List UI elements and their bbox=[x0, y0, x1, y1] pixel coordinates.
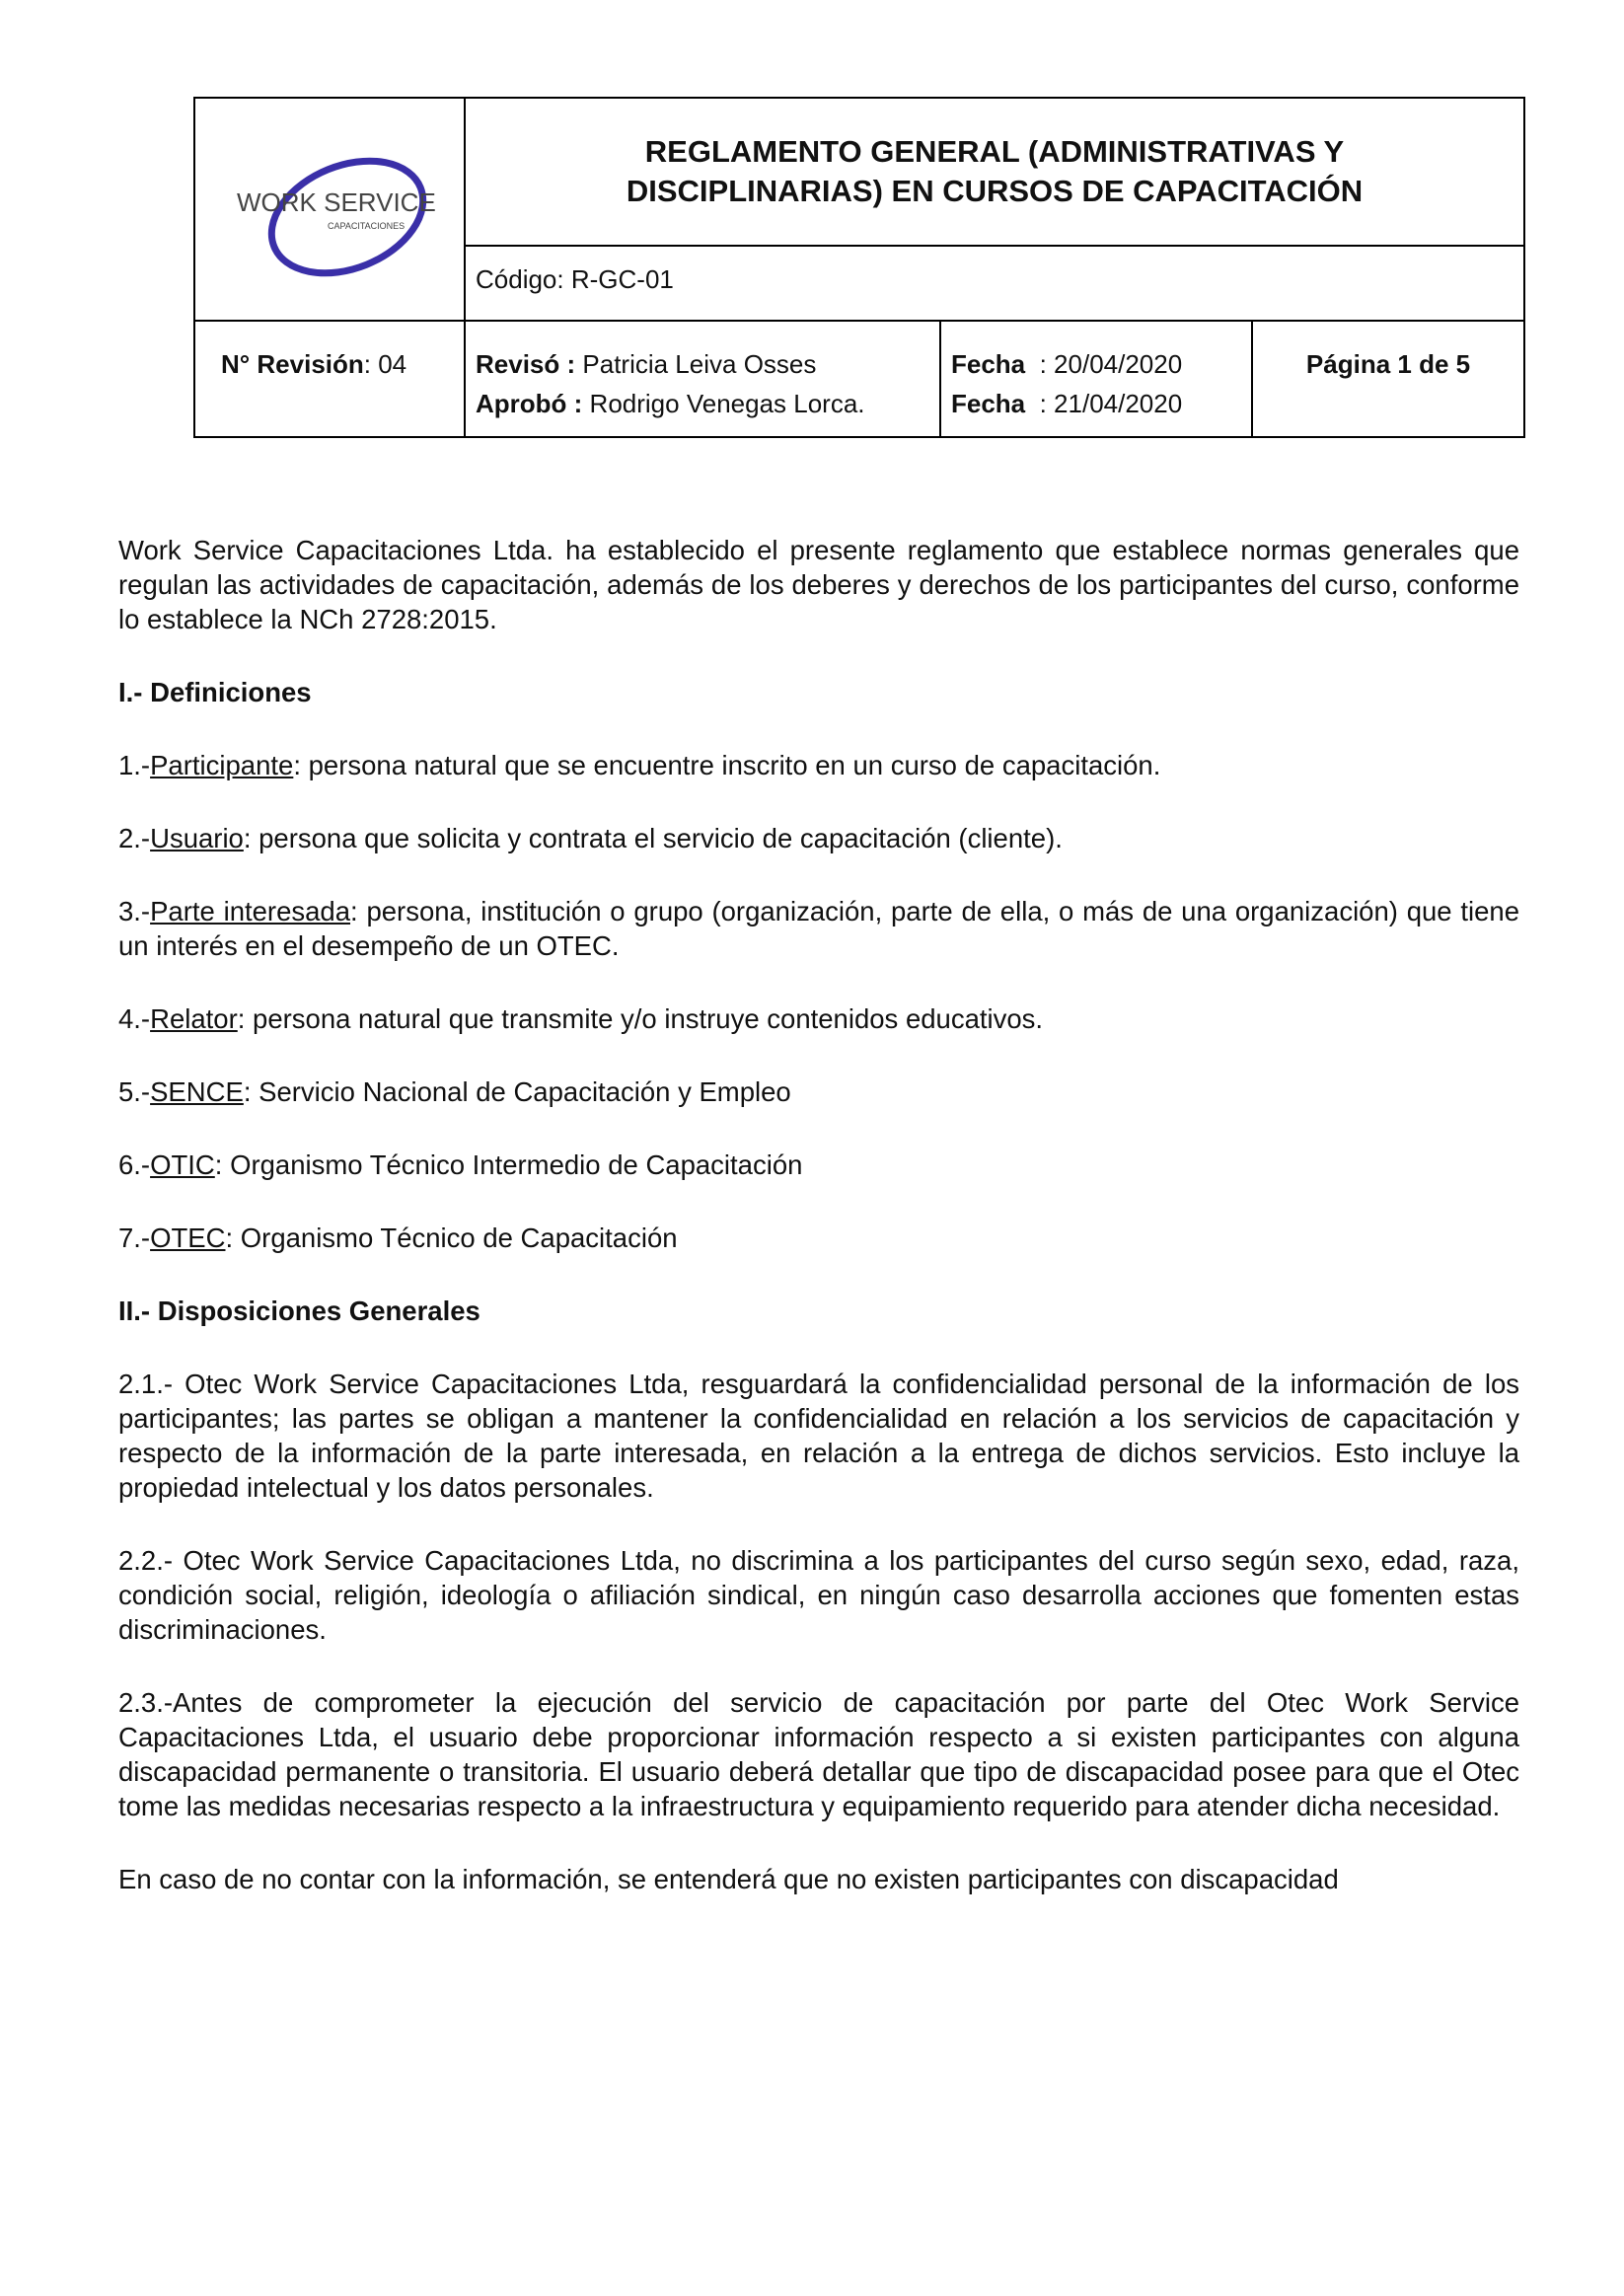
paragraph-2-1: 2.1.- Otec Work Service Capacitaciones Ltda, resguardará la confidencialidad personal de la información de los participantes; las partes se obligan a mantener la confidencialidad en relación a los servicios de capacitación y respecto de la información de la parte interesada, en relación a la entrega de dichos servicios. Esto incluye la propiedad intelectual y los datos personales. bbox=[118, 1369, 1519, 1503]
logo-cell bbox=[194, 98, 465, 321]
revision-value: : 04 bbox=[363, 349, 407, 379]
closing-paragraph: En caso de no contar con la información, se entenderá que no existen participantes con discapacidad bbox=[118, 1864, 1339, 1894]
code-label: Código: bbox=[476, 264, 564, 294]
paragraph-2-2: 2.2.- Otec Work Service Capacitaciones Ltda, no discrimina a los participantes del curso según sexo, edad, raza, condición social, religión, ideología o afiliación sindical, en ningún caso desarrolla acciones que fomenten estas discriminaciones. bbox=[118, 1545, 1519, 1645]
paragraph-2-3: 2.3.-Antes de comprometer la ejecución del servicio de capacitación por parte del Otec Work Service Capacitaciones Ltda, el usuario debe proporcionar información respecto a si existen participantes con alguna discapacidad permanente o transitoria. El usuario deberá detallar que tipo de discapacidad posee para que el Otec tome las medidas necesarias respecto a la infraestructura y equipamiento requerido para atender dicha necesidad. bbox=[118, 1687, 1519, 1821]
dates-cell bbox=[940, 321, 1252, 437]
revision-cell bbox=[194, 321, 465, 437]
definition-item: 1.-Participante: persona natural que se encuentre inscrito en un curso de capacitación. bbox=[118, 750, 1161, 780]
fecha-value-2: : 21/04/2020 bbox=[1039, 389, 1183, 418]
fecha-value-1: : 20/04/2020 bbox=[1039, 349, 1183, 379]
reviso-value: Patricia Leiva Osses bbox=[582, 349, 817, 379]
review-approval-cell bbox=[465, 321, 940, 437]
title-cell bbox=[465, 98, 1524, 246]
title-line-1: REGLAMENTO GENERAL (ADMINISTRATIVAS Y bbox=[644, 134, 1345, 169]
definition-item: 3.-Parte interesada: persona, institución o grupo (organización, parte de ella, o más de una organización) que tiene un interés en el desempeño de un OTEC. bbox=[118, 896, 1519, 961]
aprobo-label: Aprobó : bbox=[476, 389, 583, 418]
intro-paragraph: Work Service Capacitaciones Ltda. ha establecido el presente reglamento que establece normas generales que regulan las actividades de capacitación, además de los deberes y derechos de los participantes del curso, conforme lo establece la NCh 2728:2015. bbox=[118, 535, 1519, 634]
page-number-cell bbox=[1252, 321, 1524, 437]
title-line-2: DISCIPLINARIAS) EN CURSOS DE CAPACITACIÓN bbox=[626, 174, 1364, 208]
definition-item: 6.-OTIC: Organismo Técnico Intermedio de Capacitación bbox=[118, 1149, 803, 1180]
definition-item: 4.-Relator: persona natural que transmite y/o instruye contenidos educativos. bbox=[118, 1003, 1044, 1034]
reviso-label: Revisó : bbox=[476, 349, 576, 379]
section-1-heading: I.- Definiciones bbox=[118, 677, 312, 707]
aprobo-value: Rodrigo Venegas Lorca. bbox=[589, 389, 865, 418]
document-body bbox=[118, 533, 1519, 1896]
document-title bbox=[466, 132, 1523, 211]
fecha-label-1: Fecha bbox=[951, 349, 1026, 379]
section-2-heading: II.- Disposiciones Generales bbox=[118, 1296, 480, 1326]
page-number: Página 1 de 5 bbox=[1305, 349, 1471, 379]
definition-item: 5.-SENCE: Servicio Nacional de Capacitación y Empleo bbox=[118, 1076, 791, 1107]
document-header-table bbox=[193, 97, 1525, 438]
logo-subtitle: CAPACITACIONES bbox=[328, 221, 406, 231]
code-value: R-GC-01 bbox=[570, 264, 674, 294]
work-service-logo bbox=[231, 150, 438, 278]
revision-label: N° Revisión bbox=[221, 349, 364, 379]
definition-item: 7.-OTEC: Organismo Técnico de Capacitación bbox=[118, 1222, 678, 1253]
fecha-label-2: Fecha bbox=[951, 389, 1026, 418]
logo-wordmark: WORK SERVICE bbox=[237, 187, 436, 217]
definition-item: 2.-Usuario: persona que solicita y contrata el servicio de capacitación (cliente). bbox=[118, 823, 1063, 853]
code-cell bbox=[465, 246, 1524, 321]
